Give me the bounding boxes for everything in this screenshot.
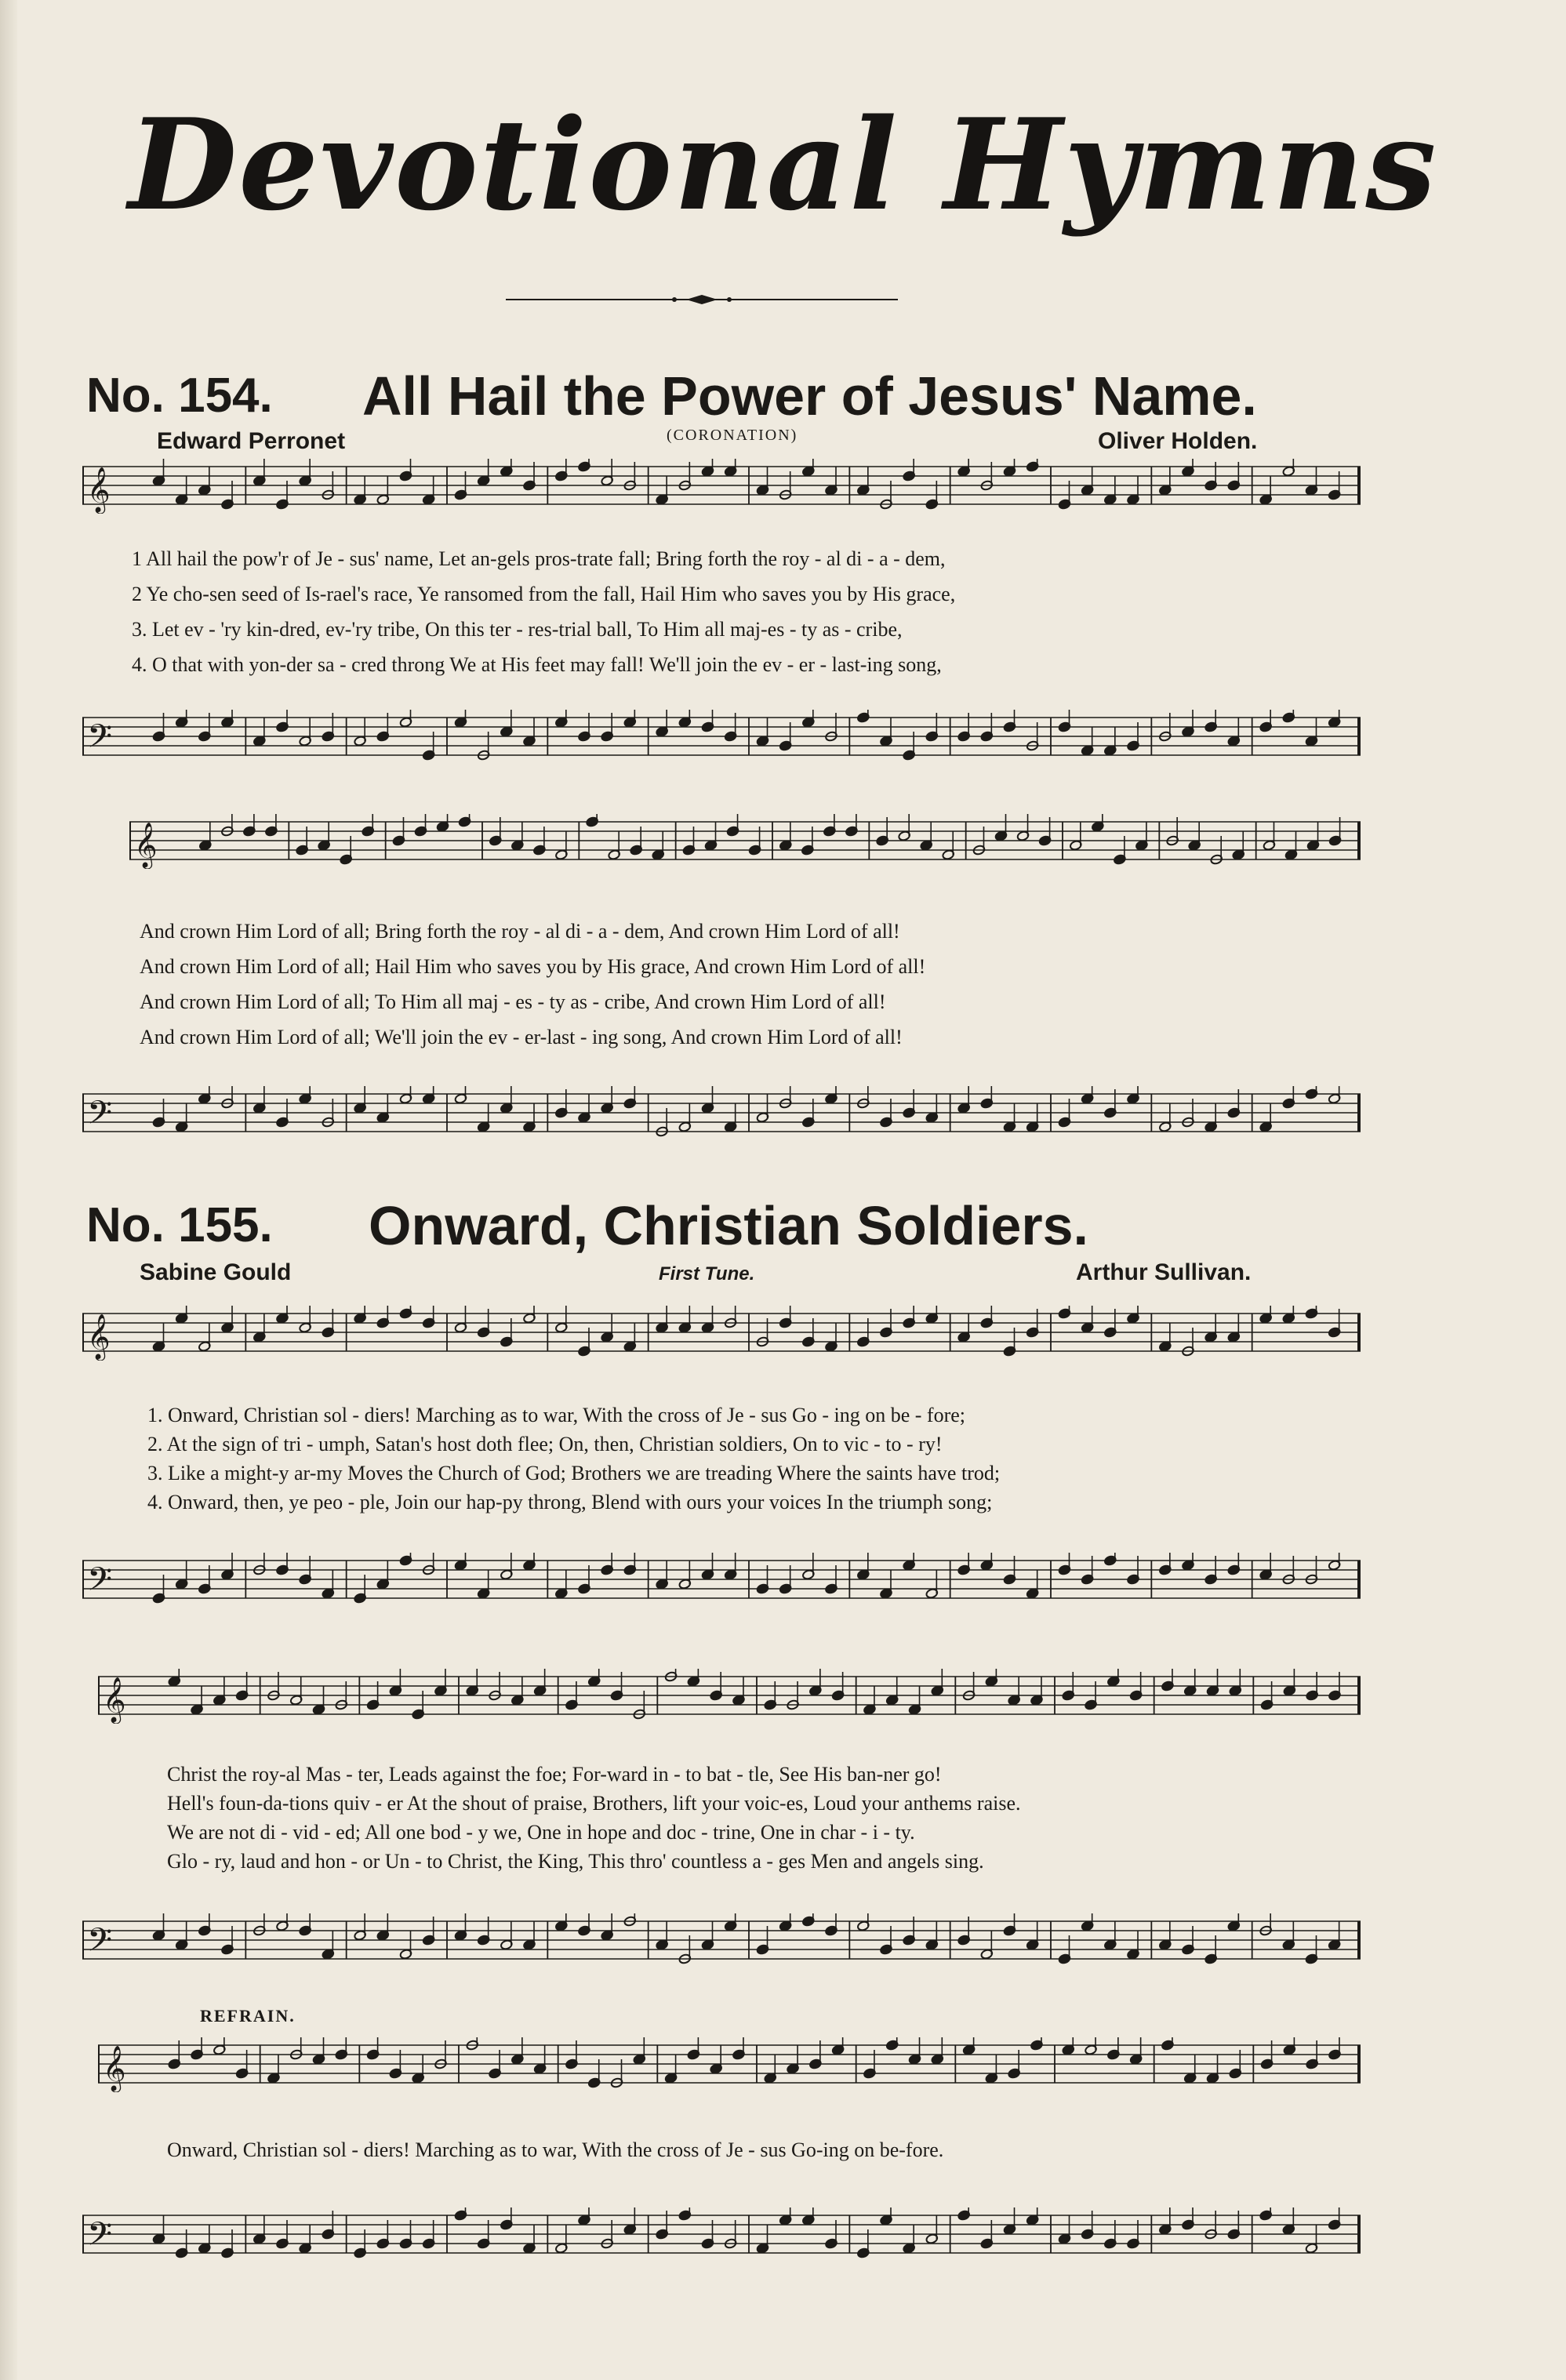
hymn-154-verse-2a: 2 Ye cho-sen seed of Is-rael's race, Ye ransomed from the fall, Hail Him who saves you by His grace, <box>132 583 956 605</box>
hymn-155-verse-3b: We are not di - vid - ed; All one bod - y we, One in hope and doc - trine, One in char - i - ty. <box>167 1821 915 1844</box>
hymn-155-bass-staff-2 <box>82 1913 1361 1968</box>
hymn-155-refrain-treble-staff <box>98 2037 1361 2092</box>
book-spine-shadow <box>0 0 17 2380</box>
hymn-155-verse-1b: Christ the roy-al Mas - ter, Leads against the foe; For-ward in - to bat - tle, See His ban-ner go! <box>167 1763 942 1786</box>
hymn-154-verse-3a: 3. Let ev - 'ry kin-dred, ev-'ry tribe, On this ter - res-trial ball, To Him all maj-es - ty as - cribe, <box>132 618 903 641</box>
hymn-154-title: All Hail the Power of Jesus' Name. <box>362 365 1257 427</box>
svg-text:𝄢: 𝄢 <box>87 1921 113 1967</box>
hymn-155-composer: Arthur Sullivan. <box>1076 1259 1252 1285</box>
svg-text:𝄞: 𝄞 <box>103 2045 126 2091</box>
svg-text:𝄢: 𝄢 <box>87 718 113 763</box>
svg-text:𝄞: 𝄞 <box>103 1677 126 1722</box>
hymn-155-title: Onward, Christian Soldiers. <box>369 1195 1088 1256</box>
hymn-155-tune-name: First Tune. <box>659 1263 755 1284</box>
svg-text:𝄢: 𝄢 <box>87 1561 113 1606</box>
svg-text:𝄢: 𝄢 <box>87 2215 113 2261</box>
hymn-155-refrain-bass-staff <box>82 2207 1361 2262</box>
hymn-155-verse-2a: 2. At the sign of tri - umph, Satan's host doth flee; On, then, Christian soldiers, On to vic - to - ry! <box>147 1433 943 1455</box>
svg-text:𝄢: 𝄢 <box>87 1094 113 1139</box>
page-title: Devotional Hymns <box>128 91 1438 238</box>
title-ornament-divider <box>506 294 898 305</box>
hymn-154-tune-name: (CORONATION) <box>667 427 798 444</box>
hymn-154-verse-4b: And crown Him Lord of all; We'll join the ev - er-last - ing song, And crown Him Lord of all! <box>140 1026 903 1048</box>
svg-text:𝄞: 𝄞 <box>134 822 158 867</box>
hymn-154-composer: Oliver Holden. <box>1098 428 1258 454</box>
hymn-154-verse-2b: And crown Him Lord of all; Hail Him who saves you by His grace, And crown Him Lord of all! <box>140 955 926 978</box>
svg-text:𝄞: 𝄞 <box>87 467 111 512</box>
hymn-155-verse-2b: Hell's foun-da-tions quiv - er At the shout of praise, Brothers, lift your voic-es, Loud your anthems raise. <box>167 1792 1021 1815</box>
hymn-155-number: No. 155. <box>86 1198 273 1252</box>
hymn-155-refrain-label: REFRAIN. <box>200 2006 296 2026</box>
hymn-155-verse-1a: 1. Onward, Christian sol - diers! Marching as to war, With the cross of Je - sus Go - ing on be - fore; <box>147 1404 965 1426</box>
hymn-154-number: No. 154. <box>86 369 273 423</box>
hymn-155-treble-staff-1 <box>82 1306 1361 1361</box>
hymn-155-treble-staff-2 <box>98 1669 1361 1724</box>
svg-text:𝄞: 𝄞 <box>87 1314 111 1359</box>
hymn-155-bass-staff-1 <box>82 1553 1361 1608</box>
hymn-154-bass-staff-2 <box>82 1086 1361 1141</box>
hymn-155-verse-3a: 3. Like a might-y ar-my Moves the Church of God; Brothers we are treading Where the saints have trod; <box>147 1462 1001 1484</box>
hymn-155-verse-4a: 4. Onward, then, ye peo - ple, Join our hap-py throng, Blend with ours your voices In the triumph song; <box>147 1491 993 1513</box>
hymn-154-verse-1a: 1 All hail the pow'r of Je - sus' name, Let an-gels pros-trate fall; Bring forth the roy - al di - a - dem, <box>132 547 946 570</box>
hymn-154-treble-staff-2 <box>129 814 1361 869</box>
hymn-154-verse-3b: And crown Him Lord of all; To Him all maj - es - ty as - cribe, And crown Him Lord of all! <box>140 990 886 1013</box>
hymn-154-verse-4a: 4. O that with yon-der sa - cred throng We at His feet may fall! We'll join the ev - er - last-ing song, <box>132 653 942 676</box>
hymn-155-author: Sabine Gould <box>140 1259 292 1285</box>
hymn-155-refrain-lyric: Onward, Christian sol - diers! Marching as to war, With the cross of Je - sus Go-ing on be-fore. <box>167 2138 944 2161</box>
hymn-154-bass-staff-1 <box>82 710 1361 765</box>
hymn-154-treble-staff-1 <box>82 459 1361 514</box>
hymn-154-verse-1b: And crown Him Lord of all; Bring forth the roy - al di - a - dem, And crown Him Lord of all! <box>140 920 900 943</box>
hymn-154-author: Edward Perronet <box>157 428 346 454</box>
hymn-155-verse-4b: Glo - ry, laud and hon - or Un - to Christ, the King, This thro' countless a - ges Men and angels sing. <box>167 1850 984 1873</box>
